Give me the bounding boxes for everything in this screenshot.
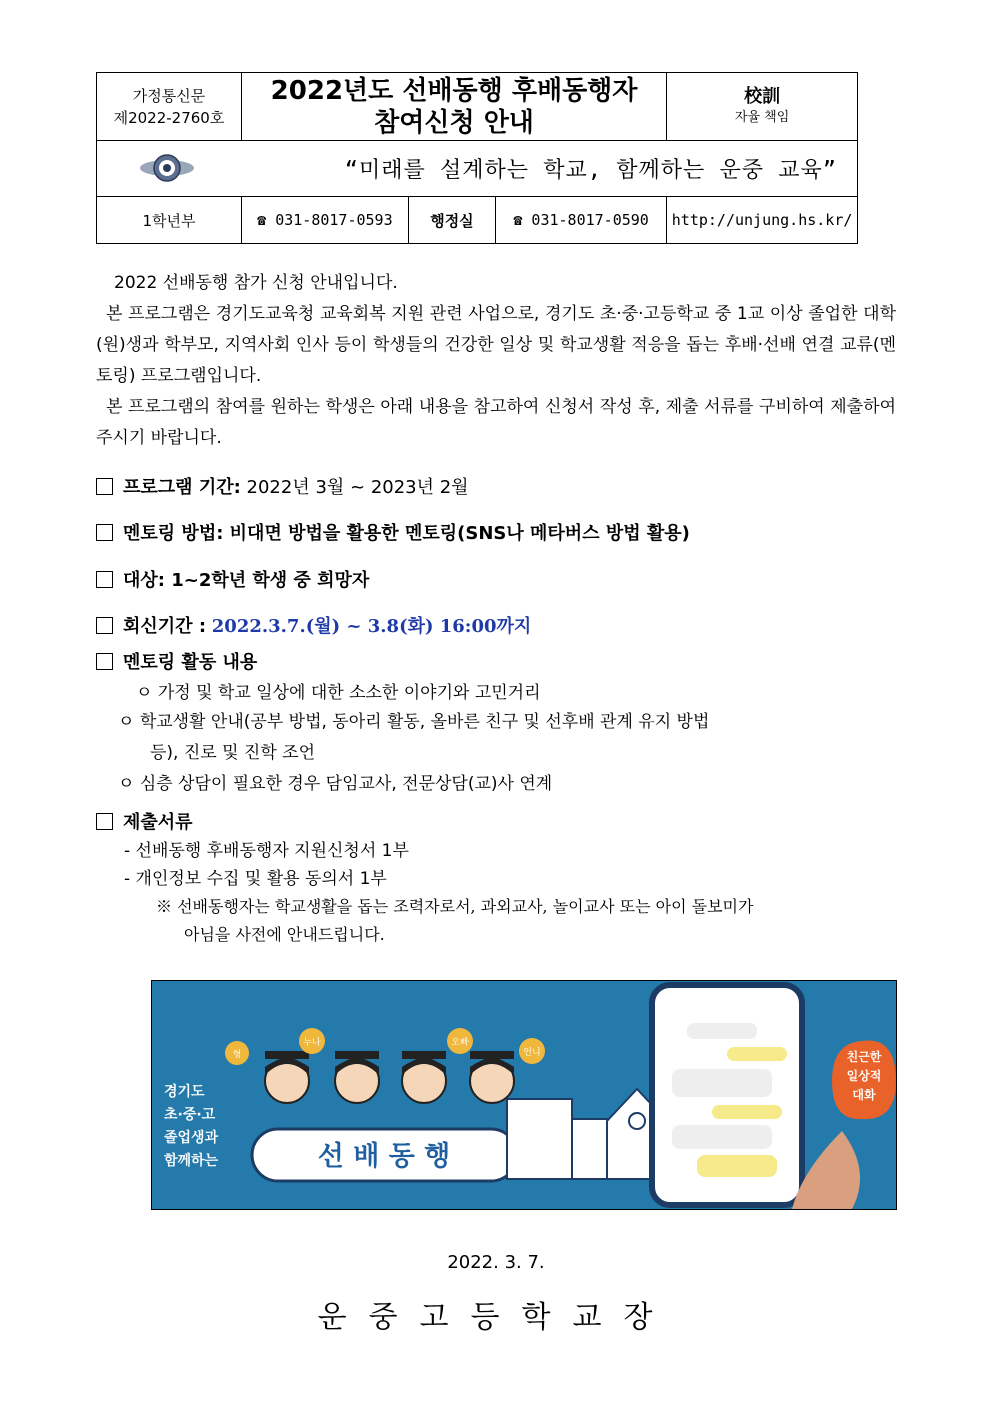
intro-p1: 2022 선배동행 참가 신청 안내입니다.	[114, 273, 398, 293]
reply-value: 2022.3.7.(월) ~ 3.8(화) 16:00까지	[211, 616, 532, 637]
activity-2a: ㅇ 학교생활 안내(공부 방법, 동아리 활동, 올바른 친구 및 선후배 관계 유지 방법	[118, 712, 710, 732]
slogan-text: “미래를 설계하는 학교, 함께하는 운중 교육”	[344, 158, 837, 183]
title-line-1: 2022년도 선배동행 후배동행자	[270, 75, 638, 106]
checkbox-icon	[96, 617, 113, 634]
banner-left-2: 초·중·고	[164, 1107, 216, 1123]
school-emblem-icon	[139, 153, 195, 183]
issue-date: 2022. 3. 7.	[447, 1252, 545, 1273]
intro-p2: 본 프로그램은 경기도교육청 교육회복 지원 관련 사업으로, 경기도 초·중·고등학교 중 1교 이상 졸업한 대학(원)생과 학부모, 지역사회 인사 등이 학생들의 건강한 일상 및 학교생활 적응을 돕는 후배·선배 연결 교류(멘토링) 프로그램입니다.	[96, 304, 896, 386]
note-line-2: 아님을 사전에 안내드립니다.	[184, 925, 385, 944]
docs-title-item	[96, 808, 193, 834]
checkbox-icon	[96, 653, 113, 670]
banner-left-3: 졸업생과	[164, 1130, 219, 1146]
method-item	[96, 519, 690, 545]
method-text: 멘토링 방법: 비대면 방법을 활용한 멘토링(SNS나 메타버스 방법 활용)	[123, 523, 690, 544]
reply-label: 회신기간 :	[123, 616, 207, 637]
badge-line-3: 대화	[852, 1088, 876, 1102]
admin-phone: ☎ 031-8017-0590	[496, 197, 667, 244]
activity-1: ㅇ 가정 및 학교 일상에 대한 소소한 이야기와 고민거리	[136, 683, 541, 703]
grade-dept: 1학년부	[97, 197, 242, 244]
banner-main-text: 선 배 동 행	[317, 1141, 451, 1172]
motto: 校訓	[744, 85, 781, 107]
bubble-2: 누나	[303, 1038, 321, 1048]
bubble-4: 언니	[523, 1048, 541, 1058]
reply-item	[96, 612, 531, 638]
doc-1: - 선배동행 후배동행자 지원신청서 1부	[124, 841, 409, 861]
notice-number-cell	[97, 73, 242, 141]
bubble-1: 형	[232, 1050, 242, 1060]
checkbox-icon	[96, 478, 113, 495]
docs-title: 제출서류	[123, 812, 193, 833]
checkbox-icon	[96, 571, 113, 588]
badge-line-2: 일상적	[846, 1069, 882, 1083]
period-label: 프로그램 기간:	[123, 477, 241, 498]
checkbox-icon	[96, 813, 113, 830]
program-banner	[151, 980, 897, 1210]
header-table	[96, 72, 858, 244]
notice-type: 가정통신문	[132, 86, 206, 105]
title-cell	[241, 73, 666, 141]
intro-p3: 본 프로그램의 참여를 원하는 학생은 아래 내용을 참고하여 신청서 작성 후, 제출 서류를 구비하여 제출하여 주시기 바랍니다.	[96, 397, 896, 448]
doc-2: - 개인정보 수집 및 활용 동의서 1부	[124, 869, 387, 889]
target-item	[96, 566, 369, 592]
target-text: 대상: 1~2학년 학생 중 희망자	[123, 570, 370, 591]
badge-line-1: 친근한	[846, 1050, 882, 1064]
website-link[interactable]: http://unjung.hs.kr/	[667, 197, 858, 244]
activity-title-item	[96, 648, 257, 674]
banner-left-1: 경기도	[164, 1084, 205, 1100]
activity-3: ㅇ 심층 상담이 필요한 경우 담임교사, 전문상담(교)사 연계	[118, 774, 553, 794]
bubble-3: 오빠	[451, 1038, 469, 1048]
period-value: 2022년 3월 ~ 2023년 2월	[246, 477, 469, 498]
motto-sub: 자율 책임	[734, 109, 790, 125]
notice-number: 제2022-2760호	[113, 108, 225, 127]
activity-2b: 등), 진로 및 진학 조언	[150, 743, 316, 763]
principal-signature: 운중고등학교장	[317, 1300, 675, 1335]
motto-cell	[667, 73, 858, 141]
grade-phone: ☎ 031-8017-0593	[241, 197, 408, 244]
activity-title: 멘토링 활동 내용	[123, 652, 258, 673]
period-item	[96, 473, 469, 499]
title-line-2: 참여신청 안내	[374, 107, 534, 138]
admin-dept: 행정실	[408, 197, 495, 244]
banner-left-4: 함께하는	[164, 1153, 219, 1169]
slogan-cell	[97, 141, 858, 197]
checkbox-icon	[96, 524, 113, 541]
note-line-1: ※ 선배동행자는 학교생활을 돕는 조력자로서, 과외교사, 놀이교사 또는 아이 돌보미가	[156, 897, 754, 916]
